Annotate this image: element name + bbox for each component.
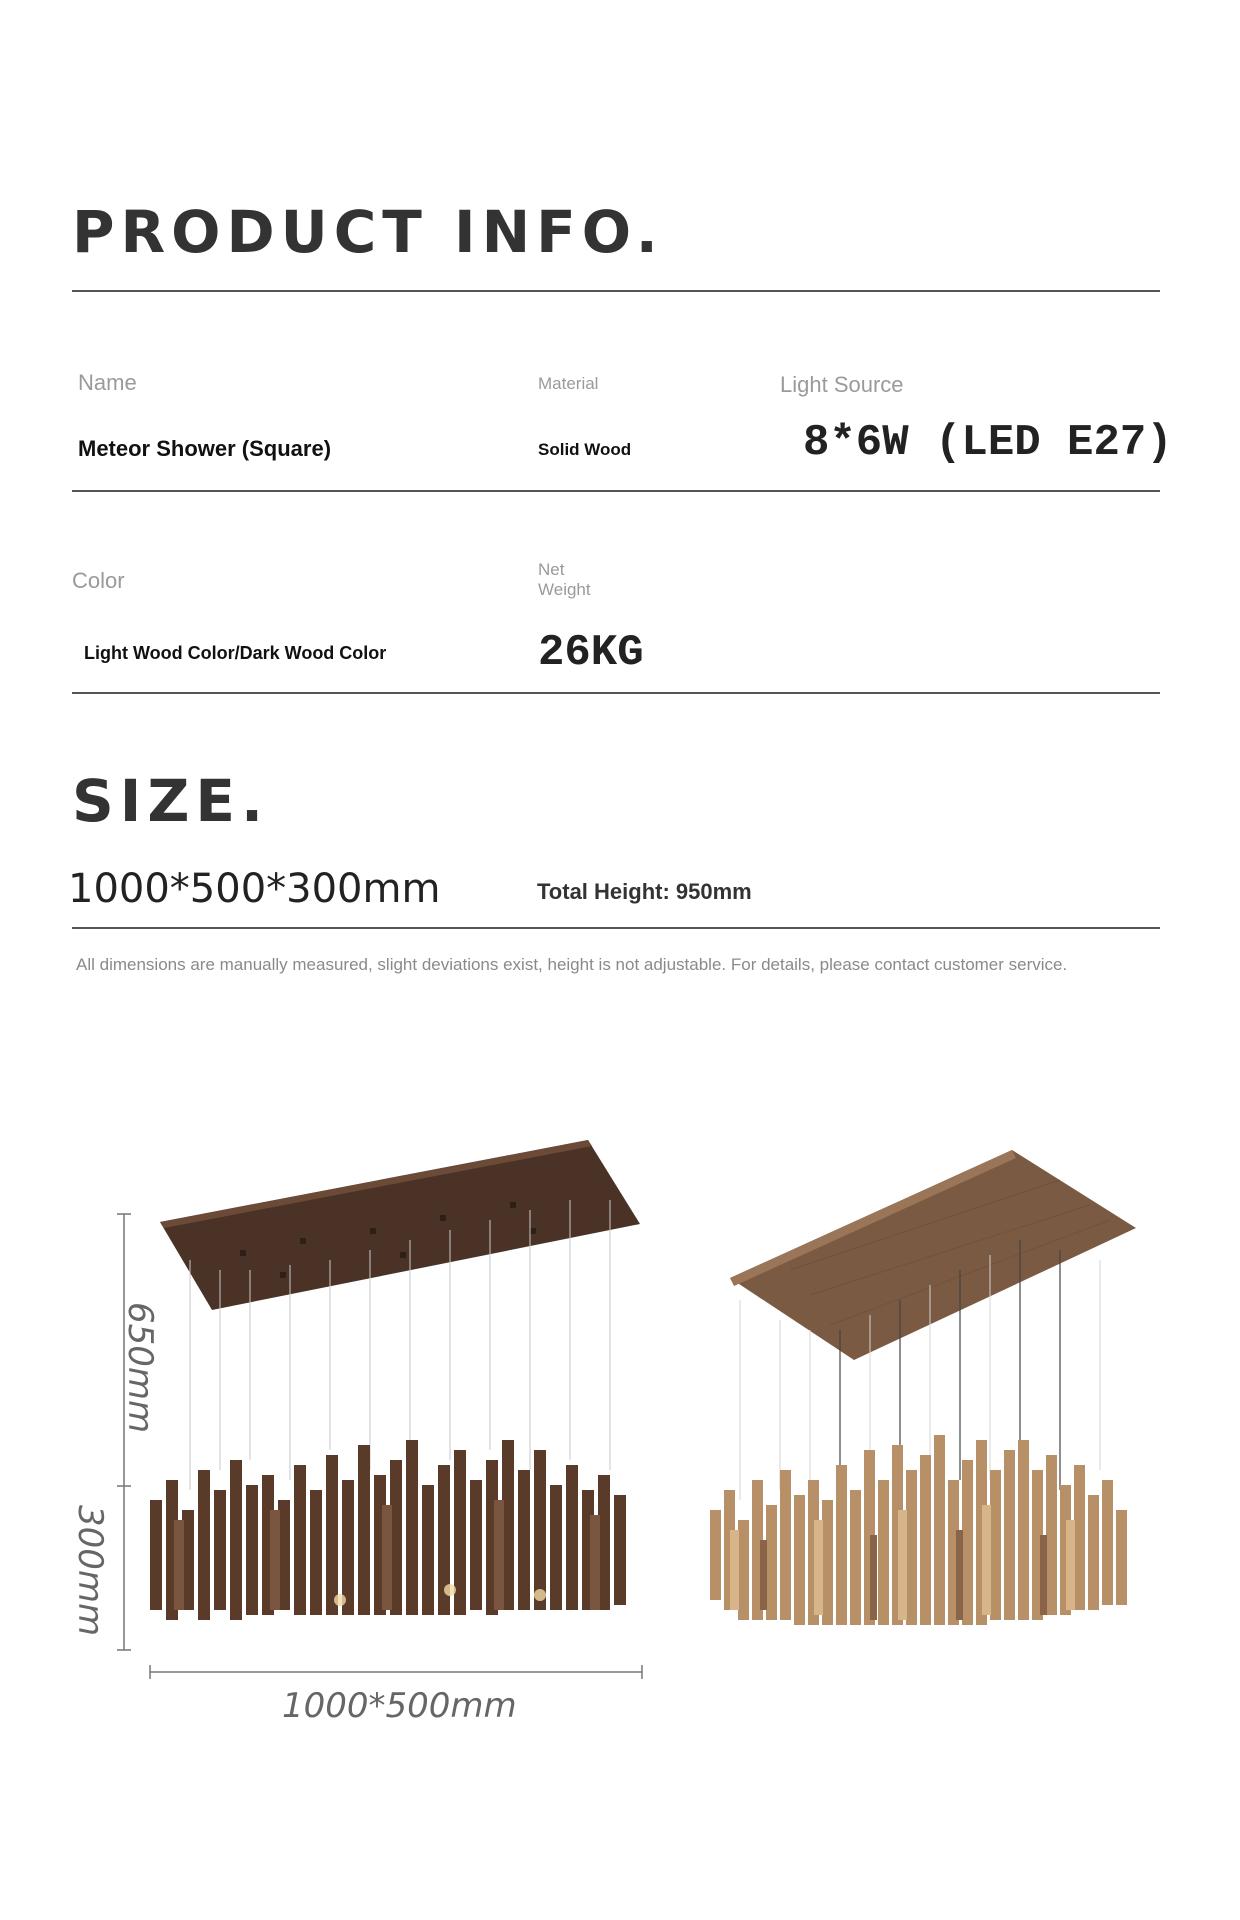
name-label: Name: [78, 370, 137, 395]
name-value: Meteor Shower (Square): [78, 436, 332, 461]
width-label: 1000*500mm: [282, 1686, 517, 1726]
height-top-label: 650mm: [120, 1302, 160, 1434]
material-value: Solid Wood: [538, 440, 632, 459]
size-title: SIZE.: [72, 767, 270, 835]
total-height: Total Height: 950mm: [537, 879, 752, 904]
weight-label: Net Weight: [538, 560, 591, 599]
color-label: Color: [72, 568, 125, 593]
height-bottom-label: 300mm: [70, 1505, 110, 1637]
divider: [72, 927, 1160, 929]
size-note: All dimensions are manually measured, slight deviations exist, height is not adjustable. For details, please contact customer service.: [76, 955, 1068, 974]
divider: [72, 290, 1160, 292]
light-wood-chandelier-image: [700, 1150, 1170, 1670]
color-value: Light Wood Color/Dark Wood Color: [84, 643, 387, 663]
light-source-value: 8*6W (LED E27): [803, 418, 1173, 468]
weight-value: 26KG: [538, 628, 644, 678]
dark-wood-chandelier-image: [140, 1140, 660, 1660]
material-label: Material: [538, 374, 599, 393]
light-source-label: Light Source: [780, 372, 904, 397]
divider: [72, 692, 1160, 694]
product-info-title: PRODUCT INFO.: [72, 198, 664, 266]
divider: [72, 490, 1160, 492]
size-dimensions: 1000*500*300mm: [68, 866, 441, 912]
